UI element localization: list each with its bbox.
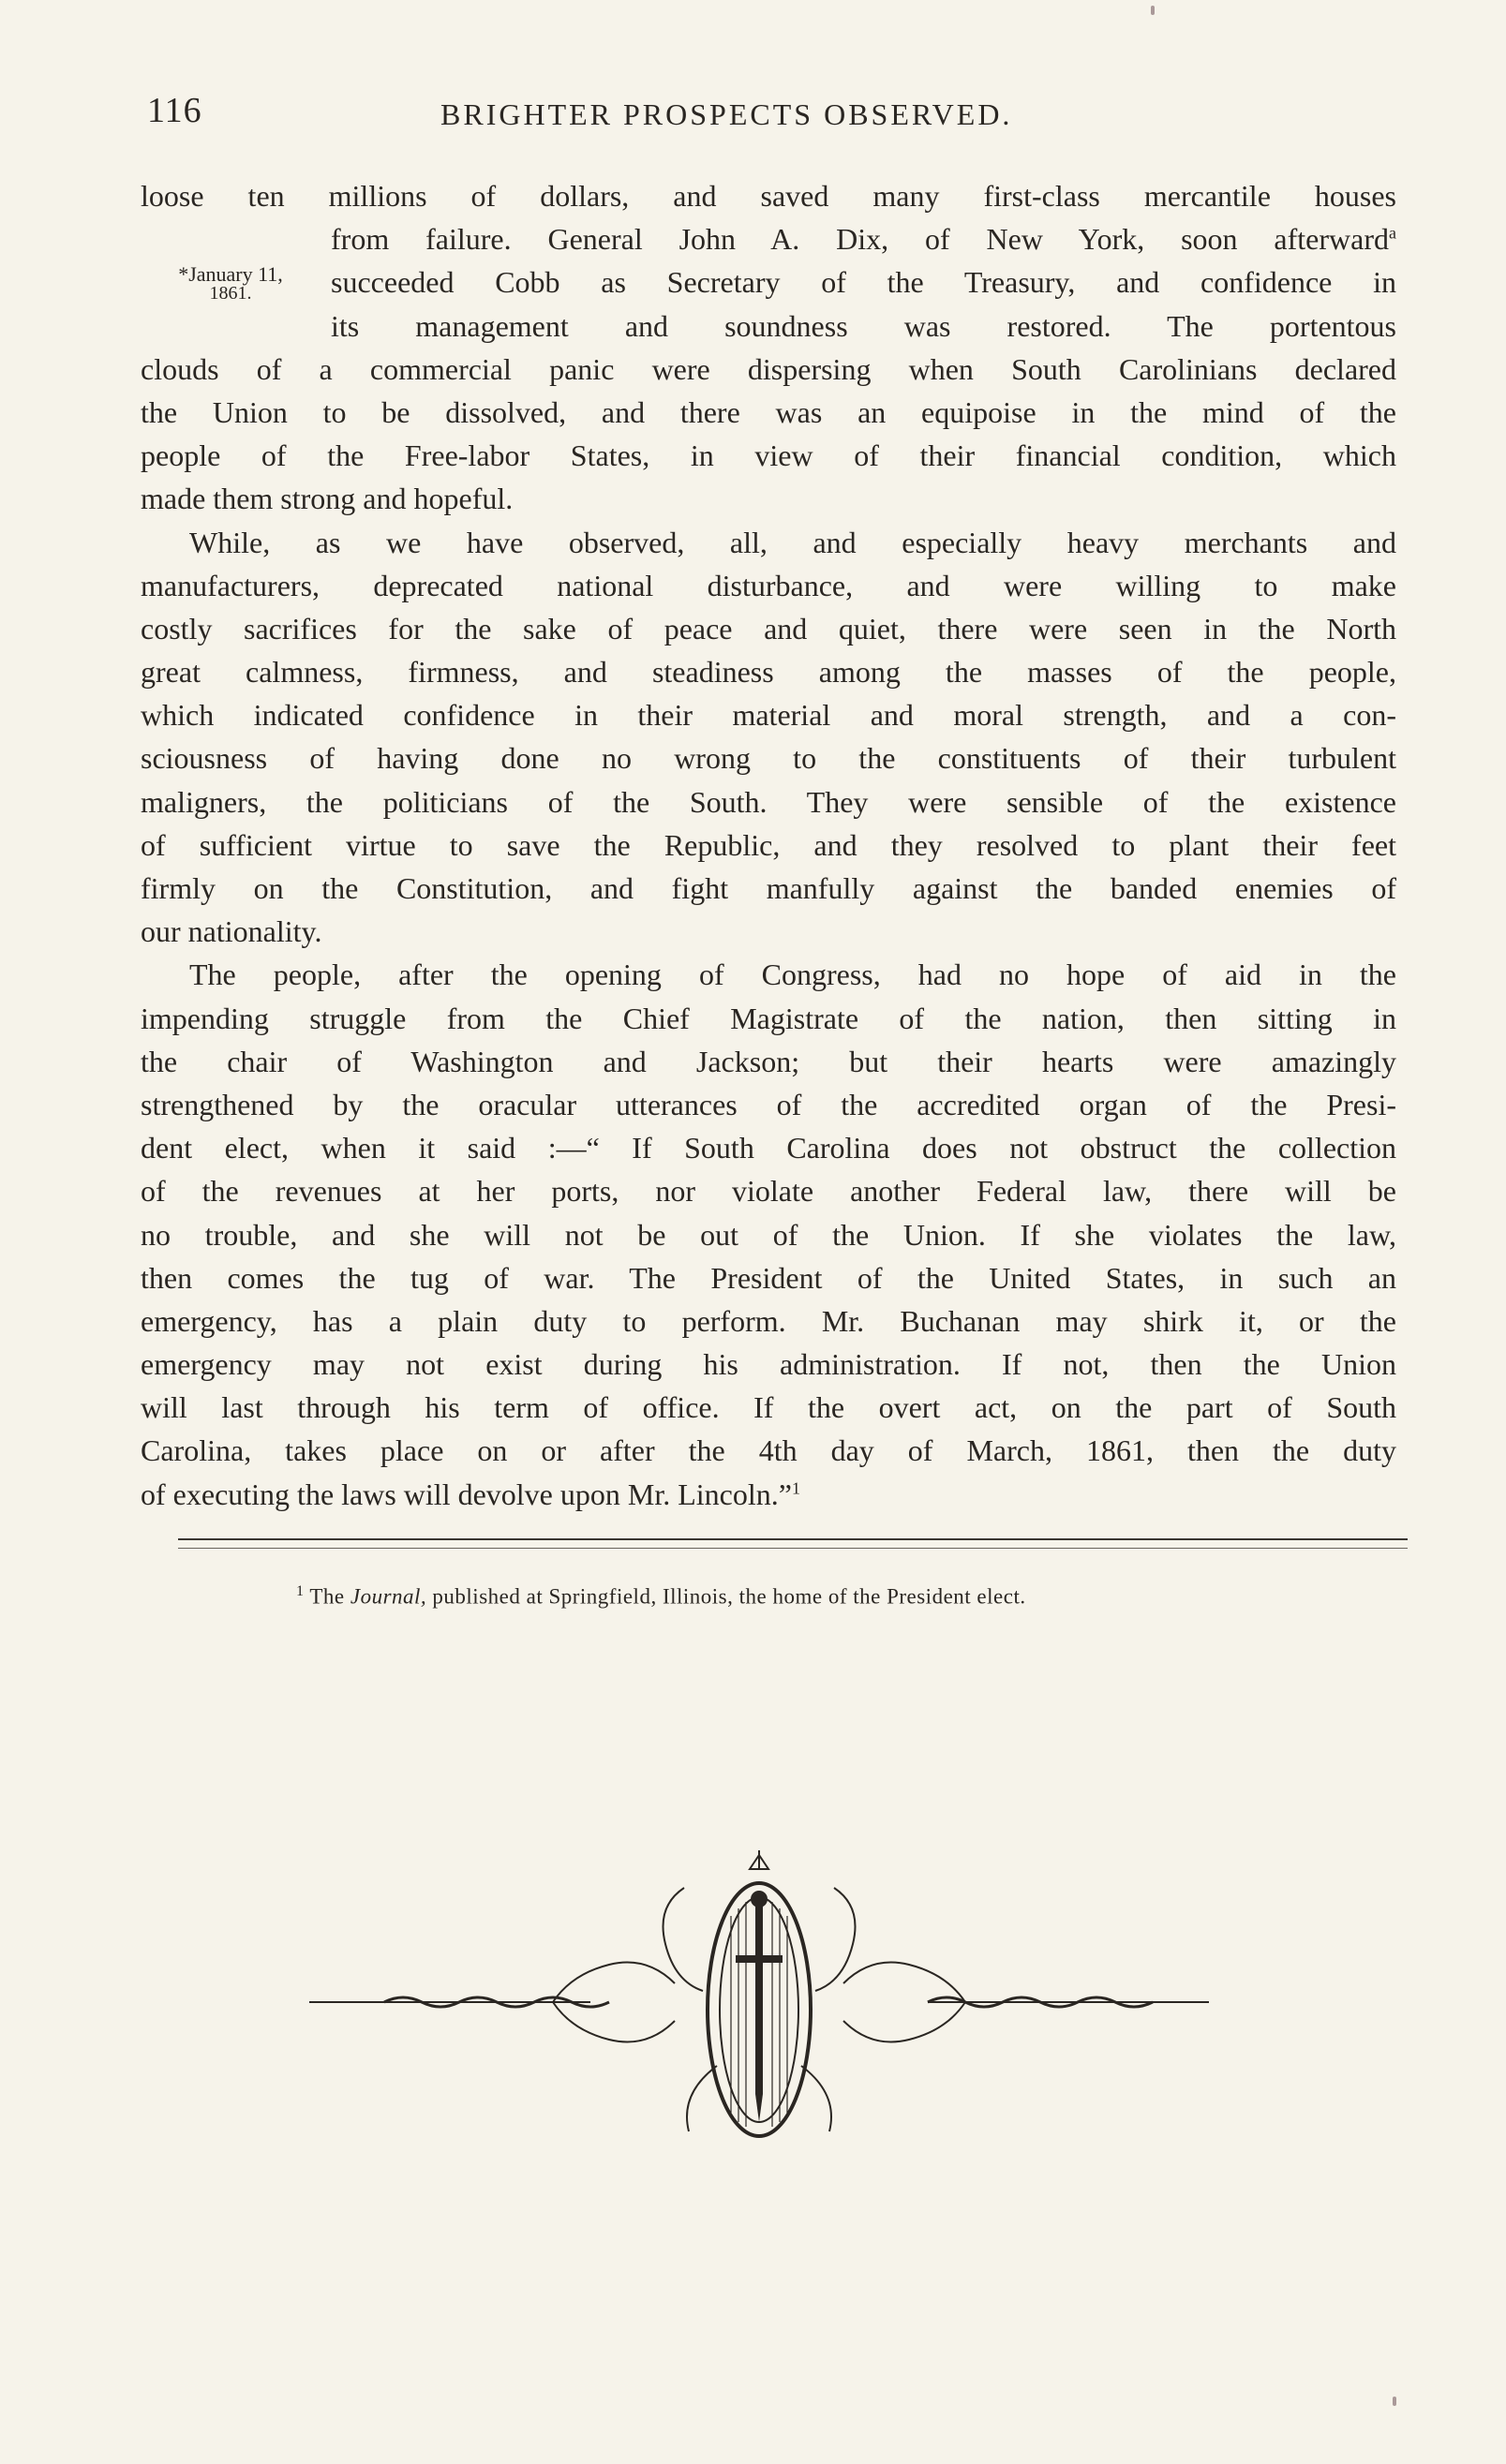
text-line: great calmness, firmness, and steadiness among the masses of the people, xyxy=(141,655,1396,690)
text-line: dent elect, when it said :—“ If South Carolina does not obstruct the collection xyxy=(141,1131,1396,1165)
page-number: 116 xyxy=(147,91,202,130)
margin-note-year: 1861. xyxy=(209,283,252,304)
text-line: which indicated confidence in their material and moral strength, and a con- xyxy=(141,698,1396,733)
text-line: sciousness of having done no wrong to the constituents of their turbulent xyxy=(141,741,1396,776)
text-line: no trouble, and she will not be out of the Union. If she violates the law, xyxy=(141,1217,1396,1252)
text-line: then comes the tug of war. The President of the United States, in such an xyxy=(141,1260,1396,1295)
text-line: firmly on the Constitution, and fight manfully against the banded enemies of xyxy=(141,871,1396,905)
text-line: will last through his term of office. If the overt act, on the part of South xyxy=(141,1390,1396,1425)
margin-note-marker: * xyxy=(178,262,189,286)
text-line: of the revenues at her ports, nor violate another Federal law, there will be xyxy=(141,1174,1396,1209)
text-line: the chair of Washington and Jackson; but their hearts were amazingly xyxy=(141,1044,1396,1078)
footnote-text: published at Springfield, Illinois, the home of the President elect. xyxy=(432,1584,1026,1609)
margin-note-month: January 11, xyxy=(188,262,283,286)
text-line xyxy=(141,1473,1396,1516)
text-line: of sufficient virtue to save the Republic, and they resolved to plant their feet xyxy=(141,827,1396,862)
text-line: clouds of a commercial panic were dispersing when South Carolinians declared xyxy=(141,351,1396,386)
text-line: our nationality. xyxy=(141,914,322,949)
text-line: costly sacrifices for the sake of peace and quiet, there were seen in the North xyxy=(141,611,1396,646)
footnote-divider xyxy=(178,1538,1408,1540)
text-line: maligners, the politicians of the South. They were sensible of the existence xyxy=(141,784,1396,819)
footnote xyxy=(296,1583,1026,1610)
scan-speck xyxy=(1393,2397,1396,2406)
running-head: BRIGHTER PROSPECTS OBSERVED. xyxy=(440,97,1013,131)
footnote-marker: 1 xyxy=(296,1583,305,1599)
text-line-content: of executing the laws will devolve upon Mr. Lincoln.” xyxy=(141,1477,792,1511)
footnote-divider-thin xyxy=(178,1548,1408,1549)
text-line: Carolina, takes place on or after the 4th day of March, 1861, then the duty xyxy=(141,1433,1396,1468)
text-line: the Union to be dissolved, and there was an equipoise in the mind of the xyxy=(141,394,1396,429)
scan-speck xyxy=(1151,6,1155,15)
text-line: people of the Free-labor States, in view of their financial condition, which xyxy=(141,438,1396,473)
text-line xyxy=(141,217,1396,260)
text-line: emergency may not exist during his administration. If not, then the Union xyxy=(141,1347,1396,1382)
text-line: succeeded Cobb as Secretary of the Treasury, and confidence in xyxy=(331,265,1396,300)
text-line: made them strong and hopeful. xyxy=(141,482,514,516)
footnote-ref: 1 xyxy=(791,1477,800,1497)
text-line: loose ten millions of dollars, and saved many first-class mercantile houses xyxy=(141,179,1396,213)
sword-ornament-icon xyxy=(309,1850,1209,2160)
margin-note-ref: a xyxy=(1389,223,1396,243)
text-line: impending struggle from the Chief Magistrate of the nation, then sitting in xyxy=(141,1001,1396,1035)
footnote-title: Journal, xyxy=(350,1584,427,1609)
text-line: While, as we have observed, all, and especially heavy merchants and xyxy=(189,525,1396,559)
text-line-content: from failure. General John A. Dix, of New York, soon afterward xyxy=(331,222,1389,257)
text-line: manufacturers, deprecated national disturbance, and were willing to make xyxy=(141,568,1396,602)
body-text xyxy=(141,174,1396,1516)
text-line: strengthened by the oracular utterances of the accredited organ of the Presi- xyxy=(141,1087,1396,1121)
footnote-prefix: The xyxy=(309,1584,345,1609)
text-line: emergency, has a plain duty to perform. Mr. Buchanan may shirk it, or the xyxy=(141,1303,1396,1338)
text-line: The people, after the opening of Congress, had no hope of aid in the xyxy=(189,957,1396,992)
text-line: its management and soundness was restored. The portentous xyxy=(331,308,1396,343)
